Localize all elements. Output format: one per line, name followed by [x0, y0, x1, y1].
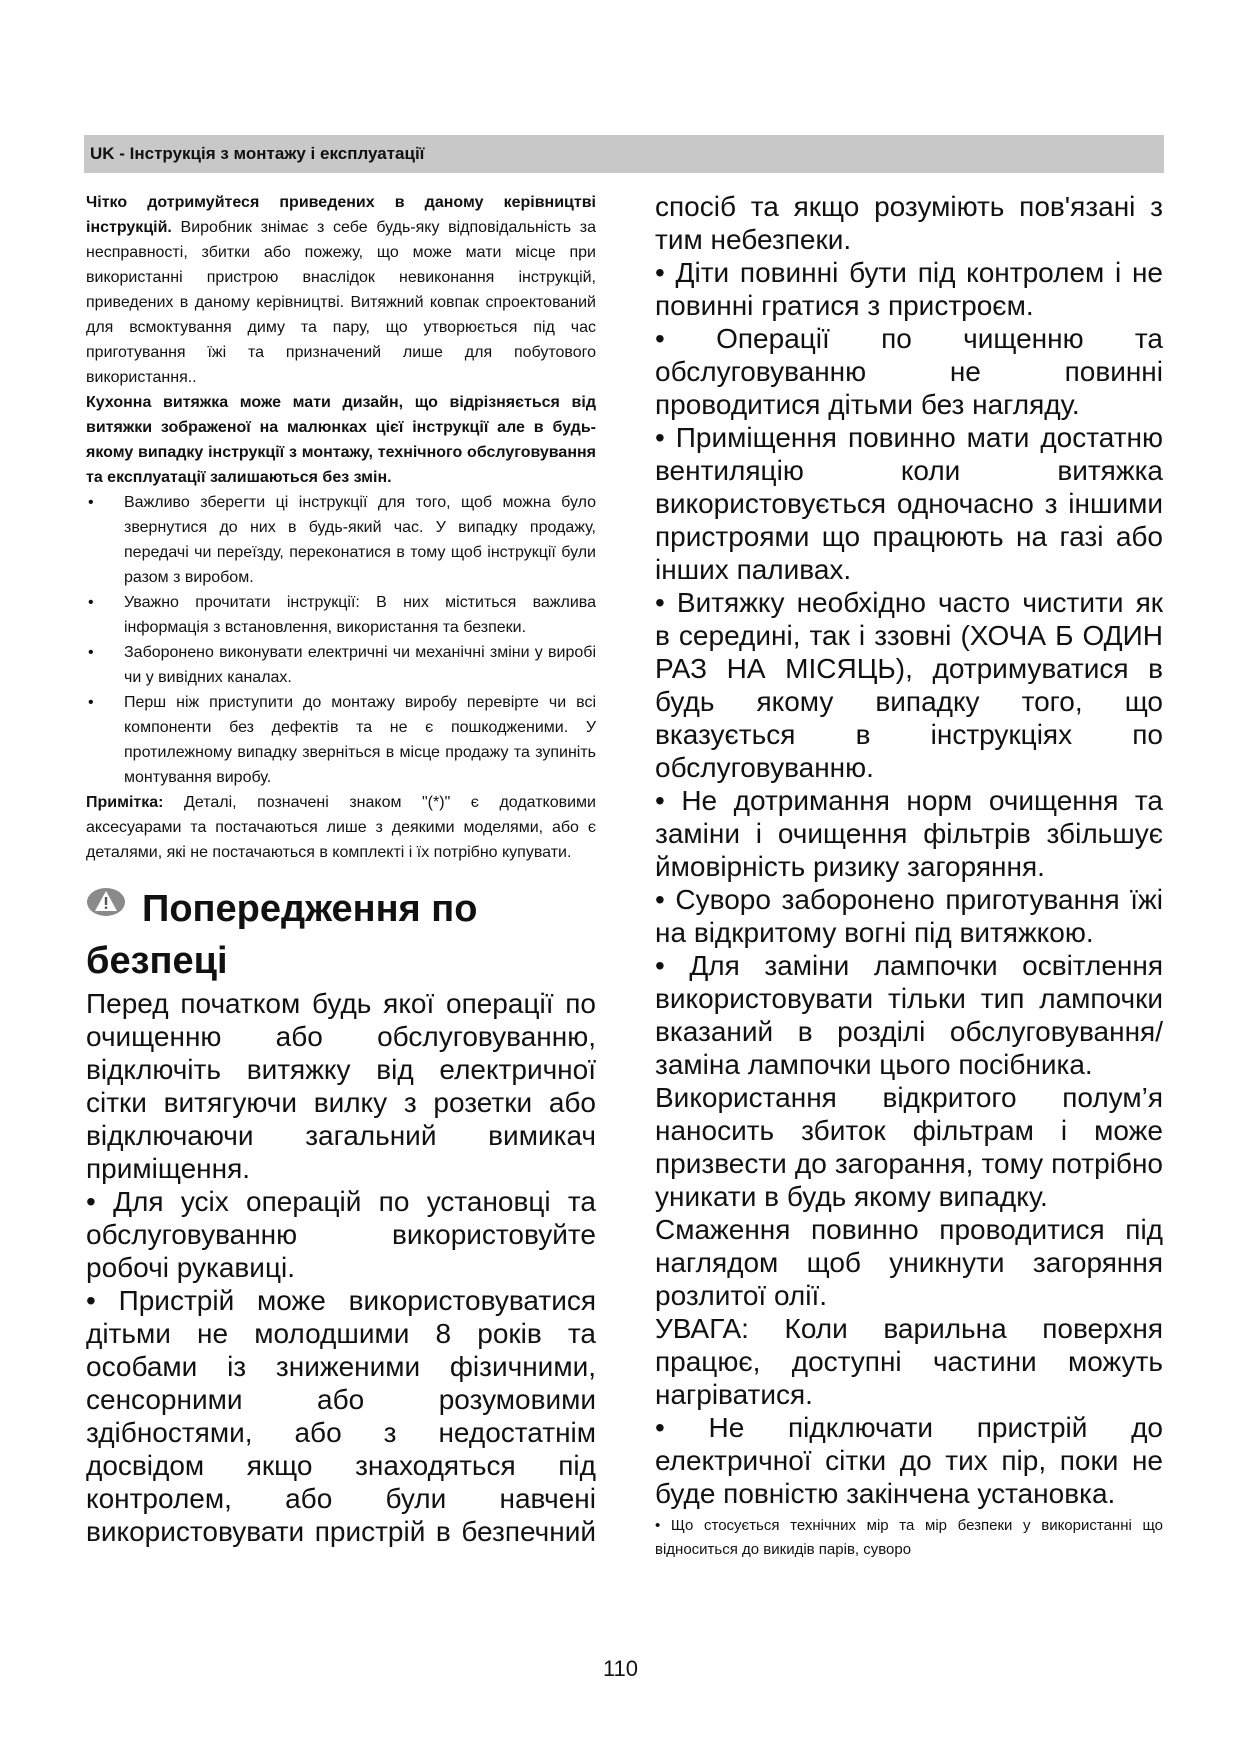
note-label: Примітка:: [86, 794, 164, 811]
note-paragraph: [86, 790, 596, 865]
safety-paragraph: Смаження повинно проводитися під наглядом щоб уникнути загоряння розлитої олії.: [655, 1214, 1163, 1311]
list-item: • Заборонено виконувати електричні чи механічні зміни у виробі чи у вивідних каналах.: [86, 640, 596, 690]
note-text: Деталі, позначені знаком "(*)" є додатковими аксесуарами та постачаються лише з деякими моделями, або є деталями, які не постачаються в комплекті і їх потрібно купувати.: [86, 794, 596, 861]
safety-paragraph: • Суворо заборонено приготування їжі на відкритому вогні під витяжкою.: [655, 884, 1163, 948]
safety-paragraph: • Витяжку необхідно часто чистити як в середині, так і ззовні (ХОЧА Б ОДИН РАЗ НА МІСЯЦЬ), дотримуватися в будь якому випадку того, що вказується в інструкціях по обслуговуванню.: [655, 587, 1163, 783]
design-note-text: Кухонна витяжка може мати дизайн, що відрізняється від витяжки зображеної на малюнках цієї інструкції але в будь-якому випадку інструкції з монтажу, технічного обслуговування та експлуатації залишаються без змін.: [86, 394, 596, 486]
intro-text: Виробник знімає з себе будь-яку відповідальність за несправності, збитки або пожежу, що може мати місце при використанні пристрою внаслідок невиконання інструкцій, приведених в даному керівництві. Витяжний ковпак спроектований для всмоктування диму та пару, що утворюється під час приготування їжі та призначений лише для побутового використання..: [86, 219, 596, 386]
safety-paragraph: • Не підключати пристрій до електричної сітки до тих пір, поки не буде повністю закінчена установка.: [655, 1412, 1163, 1509]
safety-paragraph-disconnect: Перед початком будь якої операції по очищенню або обслуговуванню, відключіть витяжку від електричної сітки витягуючи вилку з розетки або відключаючи загальний вимикач приміщення.: [86, 988, 596, 1184]
intro-bold-text: Чітко дотримуйтеся приведених в даному керівництві інструкцій.: [86, 194, 596, 236]
safety-paragraph-emissions: • Що стосується технічних мір та мір безпеки у використанні що відноситься до викидів парів, суворо: [655, 1517, 1163, 1558]
safety-heading: [86, 883, 596, 987]
safety-paragraph: • Приміщення повинно мати достатню вентиляцію коли витяжка використовується одночасно з іншими пристроями що працюють на газі або інших паливах.: [655, 422, 1163, 585]
safety-paragraph: спосіб та якщо розуміють пов'язані з тим небезпеки.: [655, 191, 1163, 255]
safety-paragraph: Використання відкритого полум’я наносить збиток фільтрам і може призвести до загорання, тому потрібно уникати в будь якому випадку.: [655, 1082, 1163, 1212]
safety-paragraph: • Операції по чищенню та обслуговуванню не повинні проводитися дітьми без нагляду.: [655, 323, 1163, 420]
list-item: • Перш ніж приступити до монтажу виробу перевірте чи всі компоненти без дефектів та не є пошкодженими. У протилежному випадку зверніться в місце продажу та зупиніть монтування виробу.: [86, 690, 596, 790]
list-item: • Уважно прочитати інструкції: В них міститься важлива інформація з встановлення, використання та безпеки.: [86, 590, 596, 640]
safety-paragraph: УВАГА: Коли варильна поверхня працює, доступні частини можуть нагріватися.: [655, 1313, 1163, 1410]
safety-heading-line2: безпеці: [86, 940, 228, 982]
section-header-bar: [84, 135, 1164, 173]
header-title: UK - Інструкція з монтажу і експлуатації: [90, 144, 425, 163]
safety-paragraph: • Не дотримання норм очищення та заміни і очищення фільтрів збільшує ймовірність ризику загоряння.: [655, 785, 1163, 882]
instructions-bullet-list: [86, 490, 596, 790]
safety-paragraph: • Для заміни лампочки освітлення використовувати тільки тип лампочки вказаний в розділі обслуговування/заміна лампочки цього посібника.: [655, 950, 1163, 1080]
safety-paragraph-children-age: • Пристрій може використовуватися дітьми не молодшими 8 років та особами із зниженими фізичними, сенсорними або розумовими здібностями, або з недостатнім досвідом якщо знаходяться під контролем, або були навчені використовувати пристрій в безпечний: [86, 1285, 596, 1547]
left-column: [86, 190, 596, 1548]
safety-paragraph-gloves: • Для усіх операцій по установці та обслуговуванню використовуйте робочі рукавиці.: [86, 1186, 596, 1283]
list-item: • Важливо зберегти ці інструкції для того, щоб можна було звернутися до них в будь-який час. У випадку продажу, передачі чи переїзду, переконатися в тому щоб інструкції були разом з виробом.: [86, 490, 596, 590]
design-note-paragraph: [86, 390, 596, 490]
safety-paragraph: • Діти повинні бути під контролем і не повинні гратися з пристроєм.: [655, 257, 1163, 321]
page-number: 110: [602, 1656, 639, 1681]
right-column: [655, 190, 1163, 1562]
safety-heading-line1: Попередження по: [142, 888, 478, 930]
warning-triangle-icon: [86, 887, 126, 917]
intro-paragraph: [86, 190, 596, 390]
